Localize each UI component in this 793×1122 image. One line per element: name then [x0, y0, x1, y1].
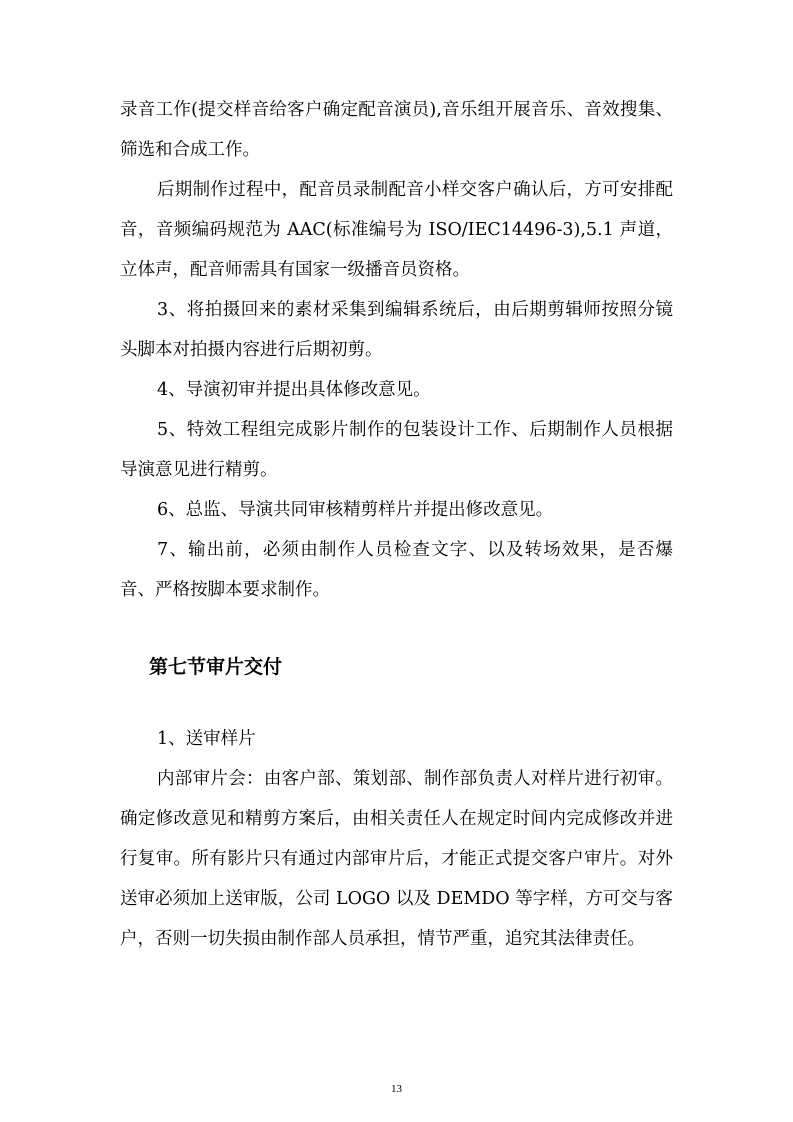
page-number: 13 — [391, 1083, 402, 1095]
body-text-bottom — [120, 719, 673, 959]
paragraph-step-6: 6、总监、导演共同审核精剪样片并提出修改意见。 — [157, 500, 554, 520]
paragraph-step-5: 5、特效工程组完成影片制作的包装设计工作、后期制作人员根据导演意见进行精剪。 — [120, 420, 673, 480]
paragraph-step-7: 7、输出前，必须由制作人员检查文字、以及转场效果，是否爆音、严格按脚本要求制作。 — [120, 540, 673, 600]
paragraph-post-production: 后期制作过程中，配音员录制配音小样交客户确认后，方可安排配音，音频编码规范为 AAC(标准编号为 ISO/IEC14496-3),5.1 声道，立体声，配音师需具有国家一级播音员资格。 — [120, 180, 673, 280]
section-heading: 第七节审片交付 — [149, 656, 283, 678]
paragraph-submit-sample: 1、送审样片 — [157, 729, 256, 749]
paragraph-step-3: 3、将拍摄回来的素材采集到编辑系统后，由后期剪辑师按照分镜头脚本对拍摄内容进行后期初剪。 — [120, 300, 673, 360]
paragraph-internal-review: 内部审片会：由客户部、策划部、制作部负责人对样片进行初审。确定修改意见和精剪方案后，由相关责任人在规定时间内完成修改并进行复审。所有影片只有通过内部审片后，才能正式提交客户审片。对外送审必须加上送审版，公司 LOGO 以及 DEMDO 等字样，方可交与客户，否则一切失损由制作部人员承担，情节严重，追究其法律责任。 — [120, 769, 673, 949]
paragraph-step-4: 4、导演初审并提出具体修改意见。 — [157, 380, 431, 400]
body-text-top — [120, 90, 673, 610]
paragraph-audio-work: 录音工作(提交样音给客户确定配音演员),音乐组开展音乐、音效搜集、筛选和合成工作。 — [120, 100, 673, 160]
